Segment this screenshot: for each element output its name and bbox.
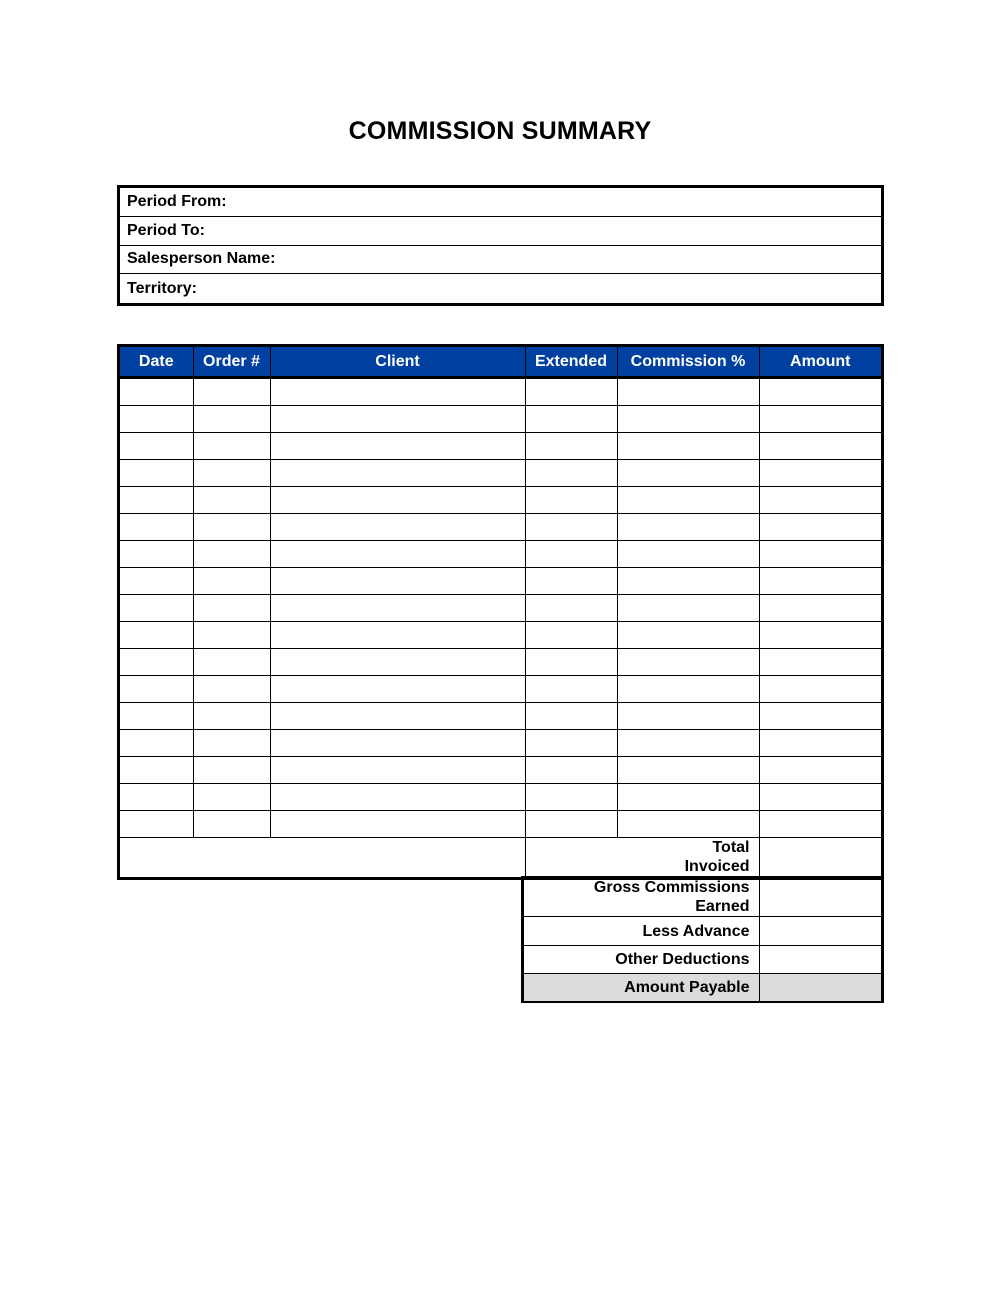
period-from-field[interactable] — [120, 188, 881, 217]
cell-commission-percent[interactable] — [617, 568, 759, 595]
cell-extended[interactable] — [525, 433, 617, 460]
table-header-row — [120, 347, 881, 378]
amount-payable-row — [524, 974, 881, 1001]
cell-amount[interactable] — [759, 406, 881, 433]
cell-extended[interactable] — [525, 460, 617, 487]
table-row — [120, 622, 881, 649]
cell-commission-percent[interactable] — [617, 703, 759, 730]
table-row — [120, 541, 881, 568]
column-header-order: Order # — [193, 347, 270, 378]
cell-order[interactable] — [193, 622, 270, 649]
cell-amount[interactable] — [759, 433, 881, 460]
column-header-commission-percent: Commission % — [617, 347, 759, 378]
cell-date[interactable] — [120, 757, 193, 784]
column-header-extended: Extended — [525, 347, 617, 378]
page-title: COMMISSION SUMMARY — [348, 117, 652, 145]
table-row — [120, 676, 881, 703]
table-row — [120, 703, 881, 730]
table-row — [120, 649, 881, 676]
amount-payable-cell[interactable] — [759, 974, 881, 1001]
cell-extended[interactable] — [525, 649, 617, 676]
cell-extended[interactable] — [525, 676, 617, 703]
cell-order[interactable] — [193, 703, 270, 730]
cell-order[interactable] — [193, 595, 270, 622]
cell-client[interactable] — [270, 406, 525, 433]
cell-commission-percent[interactable] — [617, 784, 759, 811]
cell-commission-percent[interactable] — [617, 487, 759, 514]
table-row — [120, 757, 881, 784]
cell-date[interactable] — [120, 730, 193, 757]
cell-amount[interactable] — [759, 784, 881, 811]
cell-date[interactable] — [120, 378, 193, 406]
cell-client[interactable] — [270, 568, 525, 595]
cell-client[interactable] — [270, 433, 525, 460]
cell-order[interactable] — [193, 433, 270, 460]
cell-date[interactable] — [120, 514, 193, 541]
cell-extended[interactable] — [525, 622, 617, 649]
table-row — [120, 433, 881, 460]
cell-amount[interactable] — [759, 676, 881, 703]
cell-commission-percent[interactable] — [617, 378, 759, 406]
cell-commission-percent[interactable] — [617, 406, 759, 433]
cell-date[interactable] — [120, 649, 193, 676]
territory-label: Territory: — [127, 279, 197, 297]
column-header-client: Client — [270, 347, 525, 378]
cell-client[interactable] — [270, 784, 525, 811]
cell-amount[interactable] — [759, 541, 881, 568]
cell-order[interactable] — [193, 730, 270, 757]
other-deductions-label: Other Deductions — [524, 946, 759, 974]
cell-commission-percent[interactable] — [617, 541, 759, 568]
cell-extended[interactable] — [525, 487, 617, 514]
cell-order[interactable] — [193, 649, 270, 676]
cell-order[interactable] — [193, 676, 270, 703]
info-box — [117, 185, 884, 306]
salesperson-name-field[interactable] — [120, 246, 881, 275]
table-row — [120, 595, 881, 622]
cell-client[interactable] — [270, 622, 525, 649]
cell-date[interactable] — [120, 622, 193, 649]
cell-commission-percent[interactable] — [617, 595, 759, 622]
less-advance-label: Less Advance — [524, 917, 759, 946]
cell-commission-percent[interactable] — [617, 460, 759, 487]
cell-date[interactable] — [120, 703, 193, 730]
totals-block — [521, 876, 884, 1003]
cell-client[interactable] — [270, 649, 525, 676]
gross-commissions-row — [524, 877, 881, 917]
cell-date[interactable] — [120, 784, 193, 811]
cell-client[interactable] — [270, 541, 525, 568]
cell-order[interactable] — [193, 568, 270, 595]
cell-date[interactable] — [120, 460, 193, 487]
cell-extended[interactable] — [525, 811, 617, 838]
cell-date[interactable] — [120, 568, 193, 595]
cell-order[interactable] — [193, 460, 270, 487]
cell-date[interactable] — [120, 811, 193, 838]
cell-client[interactable] — [270, 730, 525, 757]
cell-date[interactable] — [120, 595, 193, 622]
cell-amount[interactable] — [759, 514, 881, 541]
cell-amount[interactable] — [759, 730, 881, 757]
total-invoiced-cell[interactable] — [759, 838, 881, 877]
cell-commission-percent[interactable] — [617, 676, 759, 703]
cell-amount[interactable] — [759, 757, 881, 784]
cell-order[interactable] — [193, 514, 270, 541]
table-row — [120, 811, 881, 838]
cell-amount[interactable] — [759, 622, 881, 649]
cell-date[interactable] — [120, 541, 193, 568]
total-invoiced-row — [120, 838, 881, 877]
cell-date[interactable] — [120, 406, 193, 433]
cell-client[interactable] — [270, 460, 525, 487]
cell-order[interactable] — [193, 541, 270, 568]
cell-extended[interactable] — [525, 541, 617, 568]
less-advance-row — [524, 917, 881, 946]
cell-date[interactable] — [120, 676, 193, 703]
cell-amount[interactable] — [759, 378, 881, 406]
territory-field[interactable] — [120, 274, 881, 303]
cell-amount[interactable] — [759, 649, 881, 676]
cell-commission-percent[interactable] — [617, 811, 759, 838]
cell-extended[interactable] — [525, 406, 617, 433]
cell-amount[interactable] — [759, 595, 881, 622]
cell-extended[interactable] — [525, 568, 617, 595]
cell-extended[interactable] — [525, 703, 617, 730]
cell-amount[interactable] — [759, 460, 881, 487]
cell-order[interactable] — [193, 784, 270, 811]
cell-client[interactable] — [270, 487, 525, 514]
gross-commissions-label: Gross Commissions Earned — [524, 877, 759, 917]
cell-amount[interactable] — [759, 487, 881, 514]
cell-client[interactable] — [270, 595, 525, 622]
table-row — [120, 784, 881, 811]
total-invoiced-label: Total Invoiced — [525, 838, 759, 877]
table-row — [120, 460, 881, 487]
total-blank-cell — [120, 838, 525, 877]
table-row — [120, 730, 881, 757]
cell-order[interactable] — [193, 378, 270, 406]
cell-commission-percent[interactable] — [617, 757, 759, 784]
cell-extended[interactable] — [525, 757, 617, 784]
cell-extended[interactable] — [525, 378, 617, 406]
cell-extended[interactable] — [525, 595, 617, 622]
cell-commission-percent[interactable] — [617, 433, 759, 460]
cell-amount[interactable] — [759, 811, 881, 838]
cell-commission-percent[interactable] — [617, 730, 759, 757]
cell-order[interactable] — [193, 811, 270, 838]
salesperson-name-label: Salesperson Name: — [127, 250, 276, 268]
cell-commission-percent[interactable] — [617, 649, 759, 676]
less-advance-cell[interactable] — [759, 917, 881, 946]
cell-amount[interactable] — [759, 703, 881, 730]
cell-order[interactable] — [193, 757, 270, 784]
table-row — [120, 487, 881, 514]
table-row — [120, 514, 881, 541]
period-to-label: Period To: — [127, 221, 205, 239]
cell-commission-percent[interactable] — [617, 514, 759, 541]
table-row — [120, 568, 881, 595]
period-from-label: Period From: — [127, 192, 227, 210]
cell-extended[interactable] — [525, 730, 617, 757]
cell-amount[interactable] — [759, 568, 881, 595]
cell-extended[interactable] — [525, 784, 617, 811]
period-to-field[interactable] — [120, 217, 881, 246]
cell-client[interactable] — [270, 676, 525, 703]
cell-client[interactable] — [270, 811, 525, 838]
other-deductions-row — [524, 946, 881, 974]
cell-order[interactable] — [193, 406, 270, 433]
cell-client[interactable] — [270, 703, 525, 730]
table-row — [120, 378, 881, 406]
column-header-date: Date — [120, 347, 193, 378]
cell-client[interactable] — [270, 757, 525, 784]
column-header-amount: Amount — [759, 347, 881, 378]
other-deductions-cell[interactable] — [759, 946, 881, 974]
table-row — [120, 406, 881, 433]
commission-table — [117, 344, 884, 880]
cell-extended[interactable] — [525, 514, 617, 541]
cell-order[interactable] — [193, 487, 270, 514]
cell-client[interactable] — [270, 378, 525, 406]
gross-commissions-cell[interactable] — [759, 877, 881, 917]
cell-date[interactable] — [120, 487, 193, 514]
amount-payable-label: Amount Payable — [524, 974, 759, 1001]
table-body — [120, 378, 881, 877]
cell-client[interactable] — [270, 514, 525, 541]
cell-date[interactable] — [120, 433, 193, 460]
cell-commission-percent[interactable] — [617, 622, 759, 649]
